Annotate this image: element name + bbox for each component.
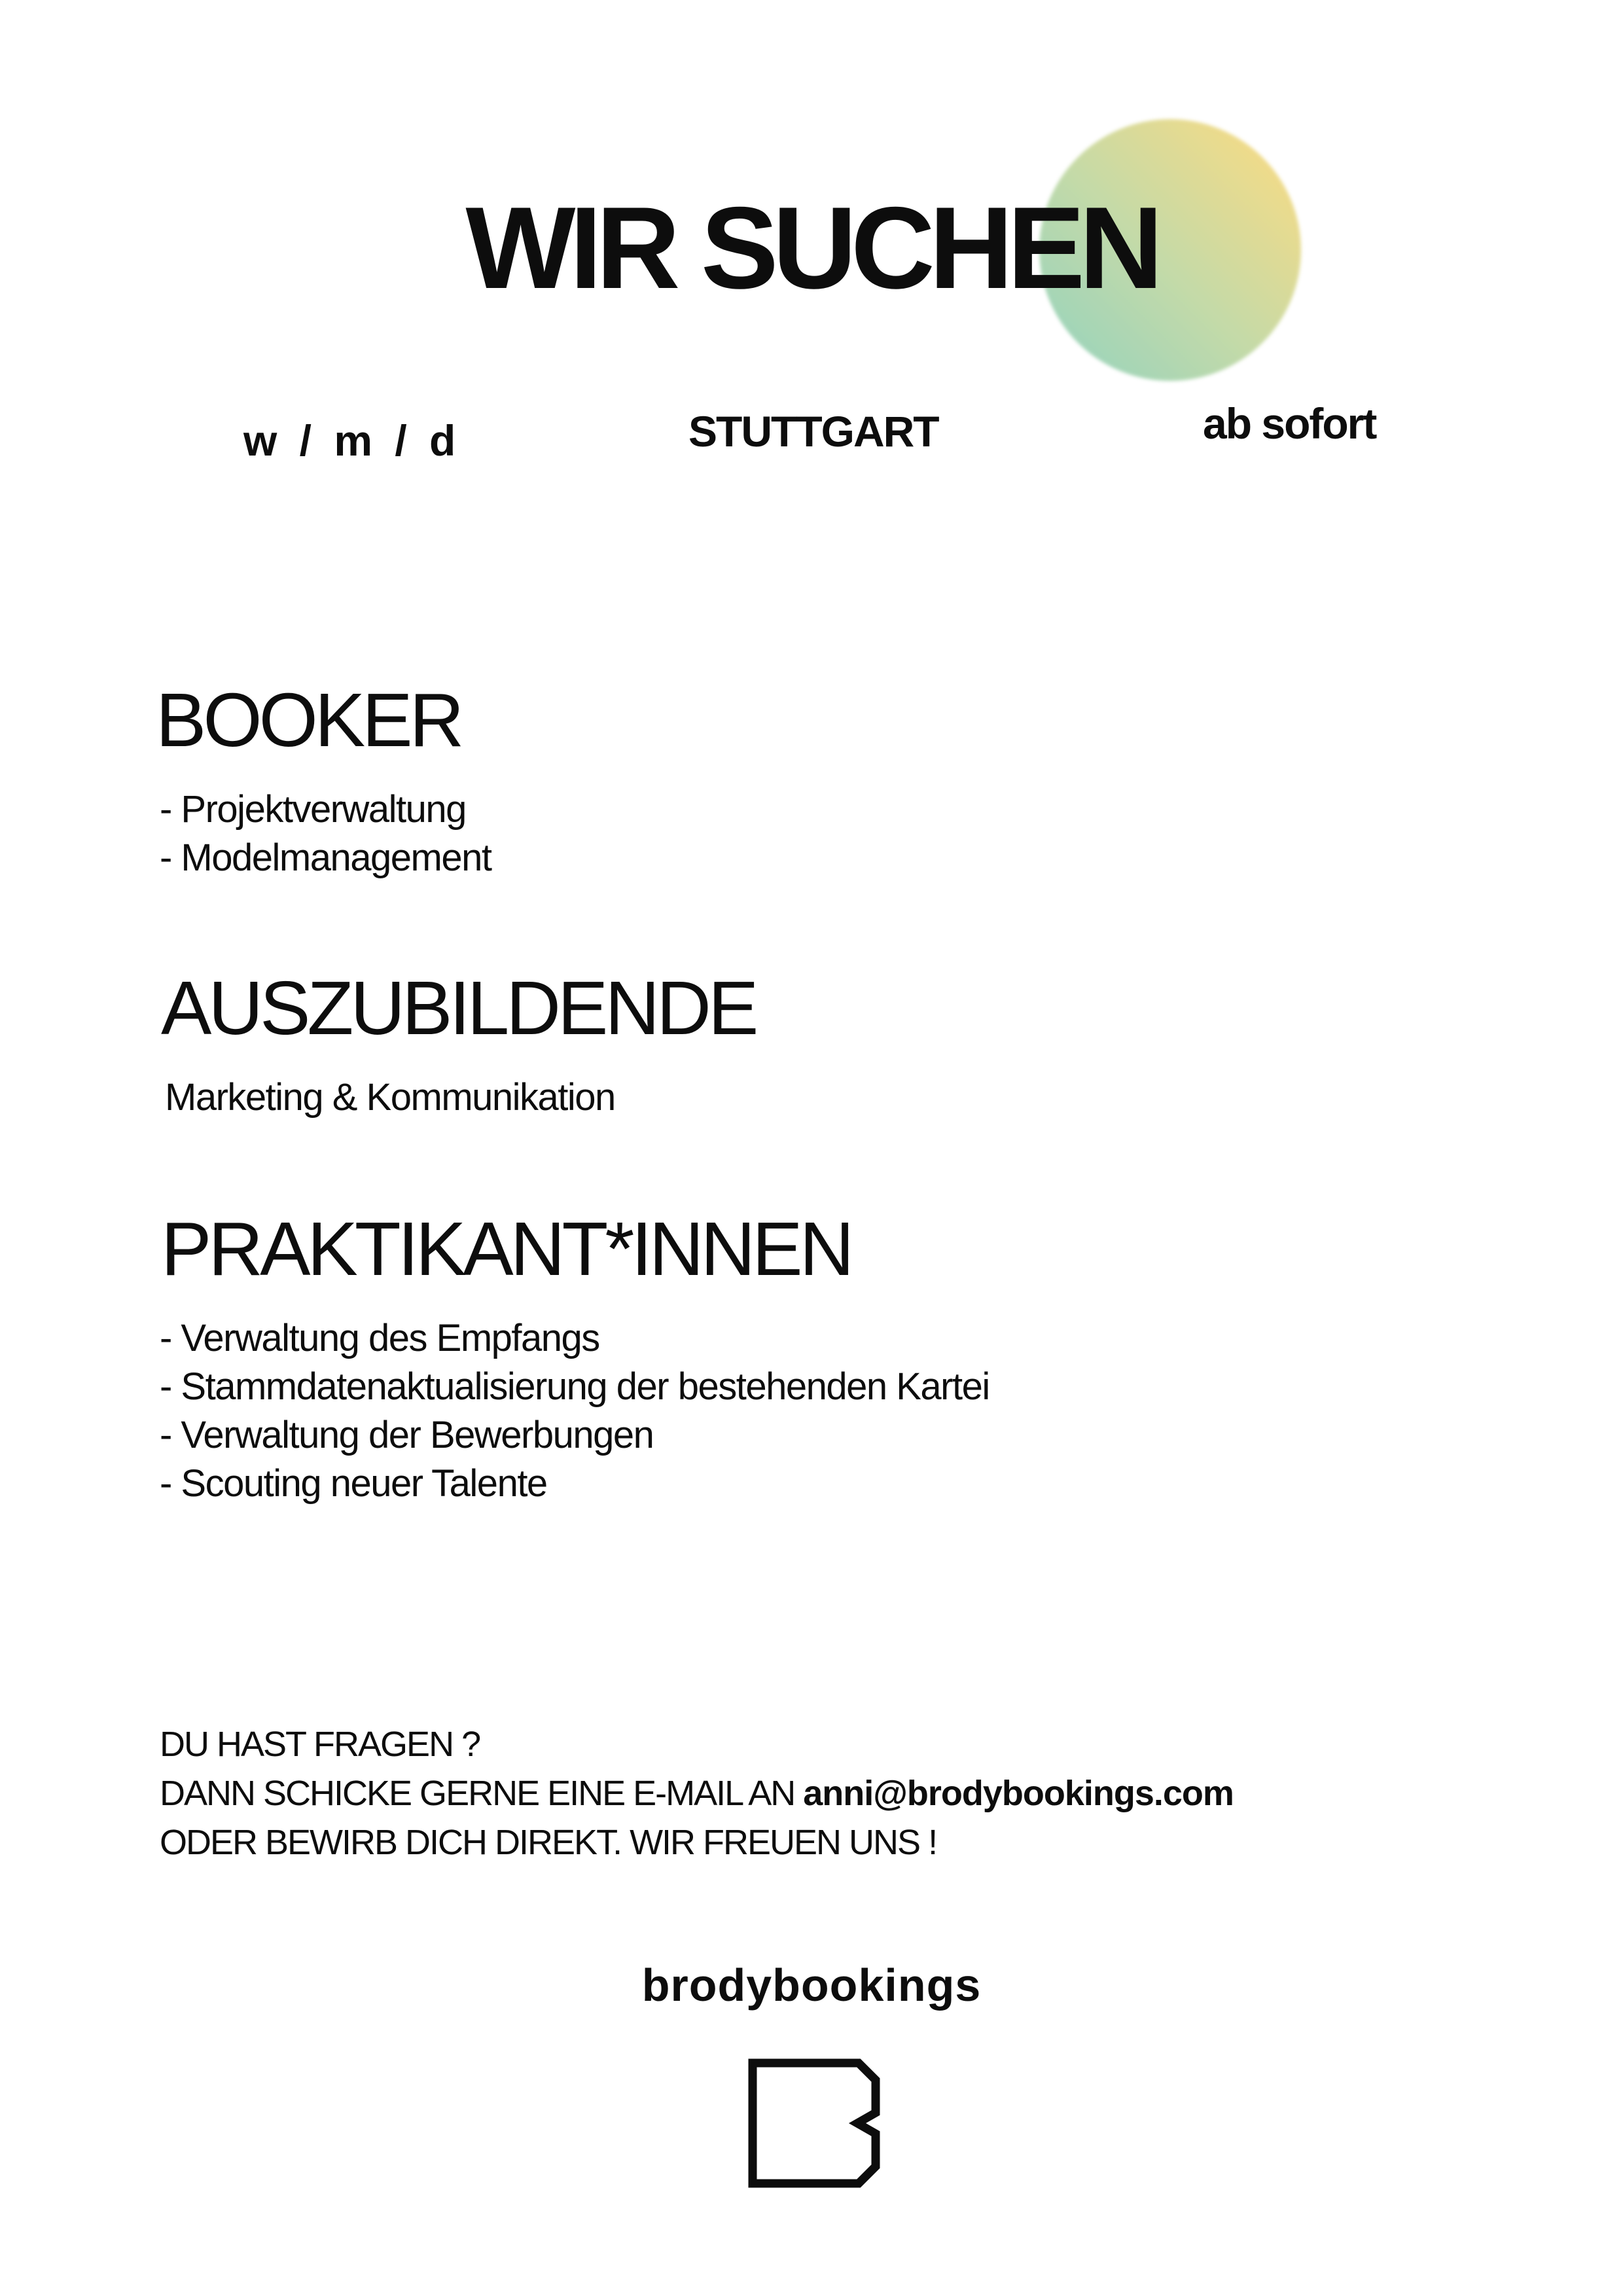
brodybookings-b-logo-icon	[747, 2058, 885, 2189]
location-label: STUTTGART	[688, 407, 938, 456]
booker-task-list	[160, 785, 491, 882]
list-item: - Scouting neuer Talente	[160, 1462, 547, 1505]
contact-block	[160, 1720, 1234, 1867]
praktikant-task-list	[160, 1314, 990, 1508]
auszubildende-field: Marketing & Kommunikation	[165, 1076, 615, 1119]
start-date-label: ab sofort	[1203, 399, 1376, 448]
section-heading-auszubildende: AUSZUBILDENDE	[161, 965, 756, 1050]
gender-label: w / m / d	[243, 416, 461, 465]
list-item: - Verwaltung des Empfangs	[160, 1317, 599, 1359]
contact-email-link[interactable]: anni@brodybookings.com	[803, 1774, 1234, 1813]
list-item: - Verwaltung der Bewerbungen	[160, 1414, 654, 1456]
contact-apply-line: ODER BEWIRB DICH DIREKT. WIR FREUEN UNS !	[160, 1823, 937, 1862]
contact-email-prefix: DANN SCHICKE GERNE EINE E-MAIL AN	[160, 1774, 804, 1813]
brand-name: brodybookings	[641, 1960, 982, 2011]
section-heading-booker: BOOKER	[156, 677, 461, 762]
contact-question: DU HAST FRAGEN ?	[160, 1725, 480, 1764]
contact-email-line	[160, 1769, 1234, 1818]
list-item: - Modelmanagement	[160, 836, 491, 879]
page-title: WIR SUCHEN	[465, 183, 1158, 313]
list-item: - Projektverwaltung	[160, 788, 466, 831]
section-heading-praktikanten: PRAKTIKANT*INNEN	[161, 1206, 851, 1291]
list-item: - Stammdatenaktualisierung der bestehenden Kartei	[160, 1365, 990, 1408]
